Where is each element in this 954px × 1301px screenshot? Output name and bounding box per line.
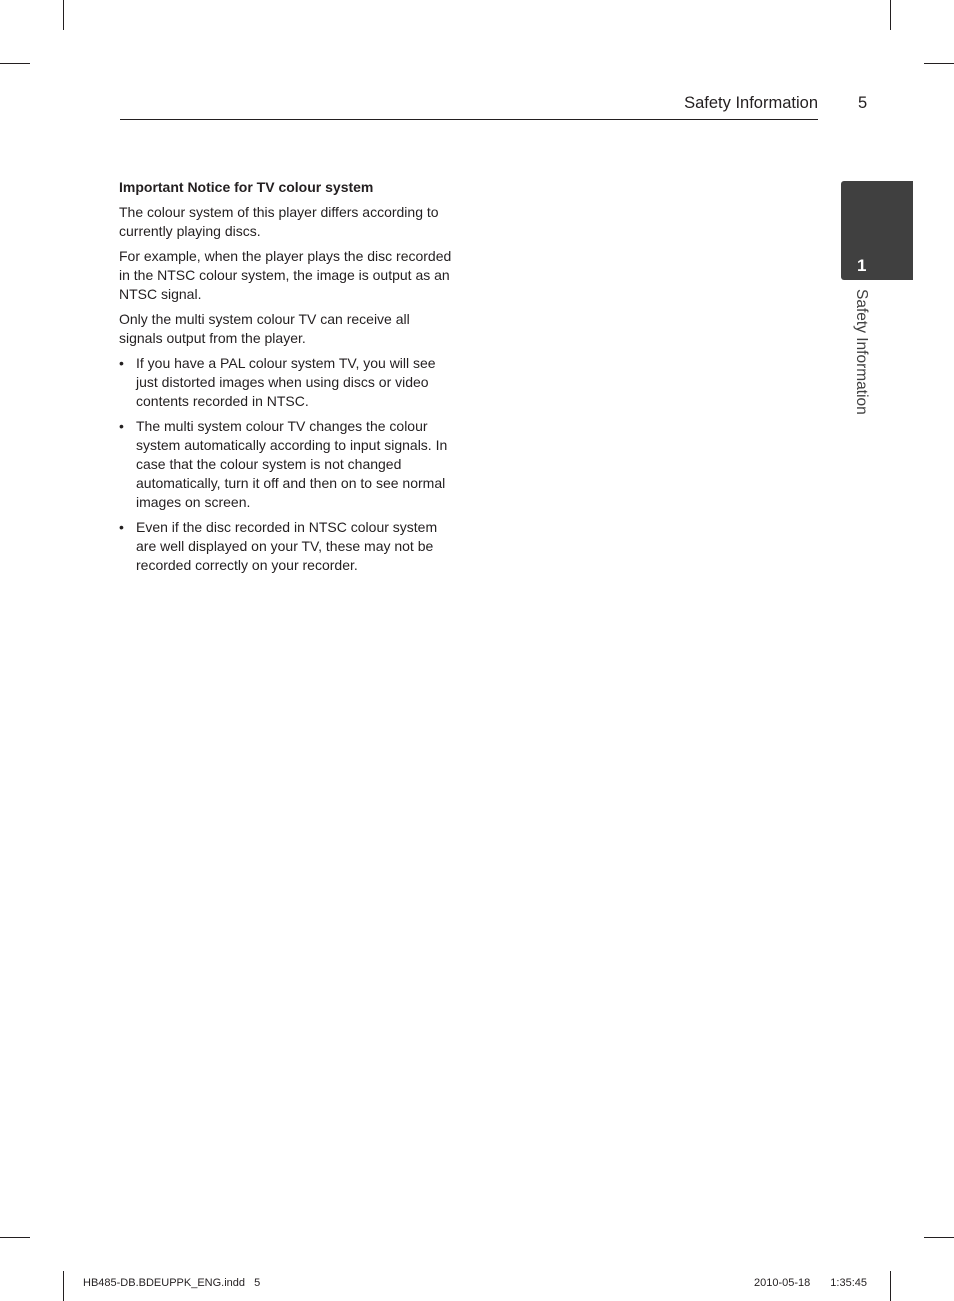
list-item-text: If you have a PAL colour system TV, you will see just distorted images when using discs or video contents recorded in NTSC. xyxy=(136,355,436,409)
list-item-text: Even if the disc recorded in NTSC colour system are well displayed on your TV, these may not be recorded correctly on your recorder. xyxy=(136,519,438,573)
footer-timestamp xyxy=(754,1277,867,1289)
running-header xyxy=(120,92,818,120)
crop-mark xyxy=(0,63,30,64)
main-content xyxy=(119,178,455,581)
crop-mark xyxy=(890,1271,891,1301)
crop-mark xyxy=(924,63,954,64)
chapter-side-title: Safety Information xyxy=(853,289,870,415)
crop-mark xyxy=(63,0,64,30)
page-number: 5 xyxy=(858,94,868,112)
crop-mark xyxy=(924,1237,954,1238)
section-heading: Important Notice for TV colour system xyxy=(119,179,374,195)
running-header-title: Safety Information xyxy=(684,94,818,112)
paragraph: Only the multi system colour TV can receive all signals output from the player. xyxy=(119,311,410,346)
footer-file-name: HB485-DB.BDEUPPK_ENG.indd 5 xyxy=(83,1277,261,1289)
crop-mark xyxy=(63,1271,64,1301)
bullet-icon: • xyxy=(119,418,124,434)
paragraph: The colour system of this player differs according to currently playing discs. xyxy=(119,204,439,239)
crop-mark xyxy=(890,0,891,30)
crop-mark xyxy=(0,1237,30,1238)
list-item xyxy=(119,417,455,512)
footer-time: 1:35:45 xyxy=(830,1277,867,1289)
list-item xyxy=(119,354,455,411)
list-item-text: The multi system colour TV changes the colour system automatically according to input signals. In case that the colour system is not changed automatically, turn it off and then on to see normal images on screen. xyxy=(136,418,448,510)
chapter-tab xyxy=(841,181,913,280)
bullet-icon: • xyxy=(119,519,124,535)
bullet-icon: • xyxy=(119,355,124,371)
bullet-list xyxy=(119,354,455,575)
paragraph: For example, when the player plays the disc recorded in the NTSC colour system, the image is output as an NTSC signal. xyxy=(119,248,452,302)
footer-date: 2010-05-18 xyxy=(754,1277,811,1289)
chapter-number: 1 xyxy=(857,256,867,275)
list-item xyxy=(119,518,455,575)
